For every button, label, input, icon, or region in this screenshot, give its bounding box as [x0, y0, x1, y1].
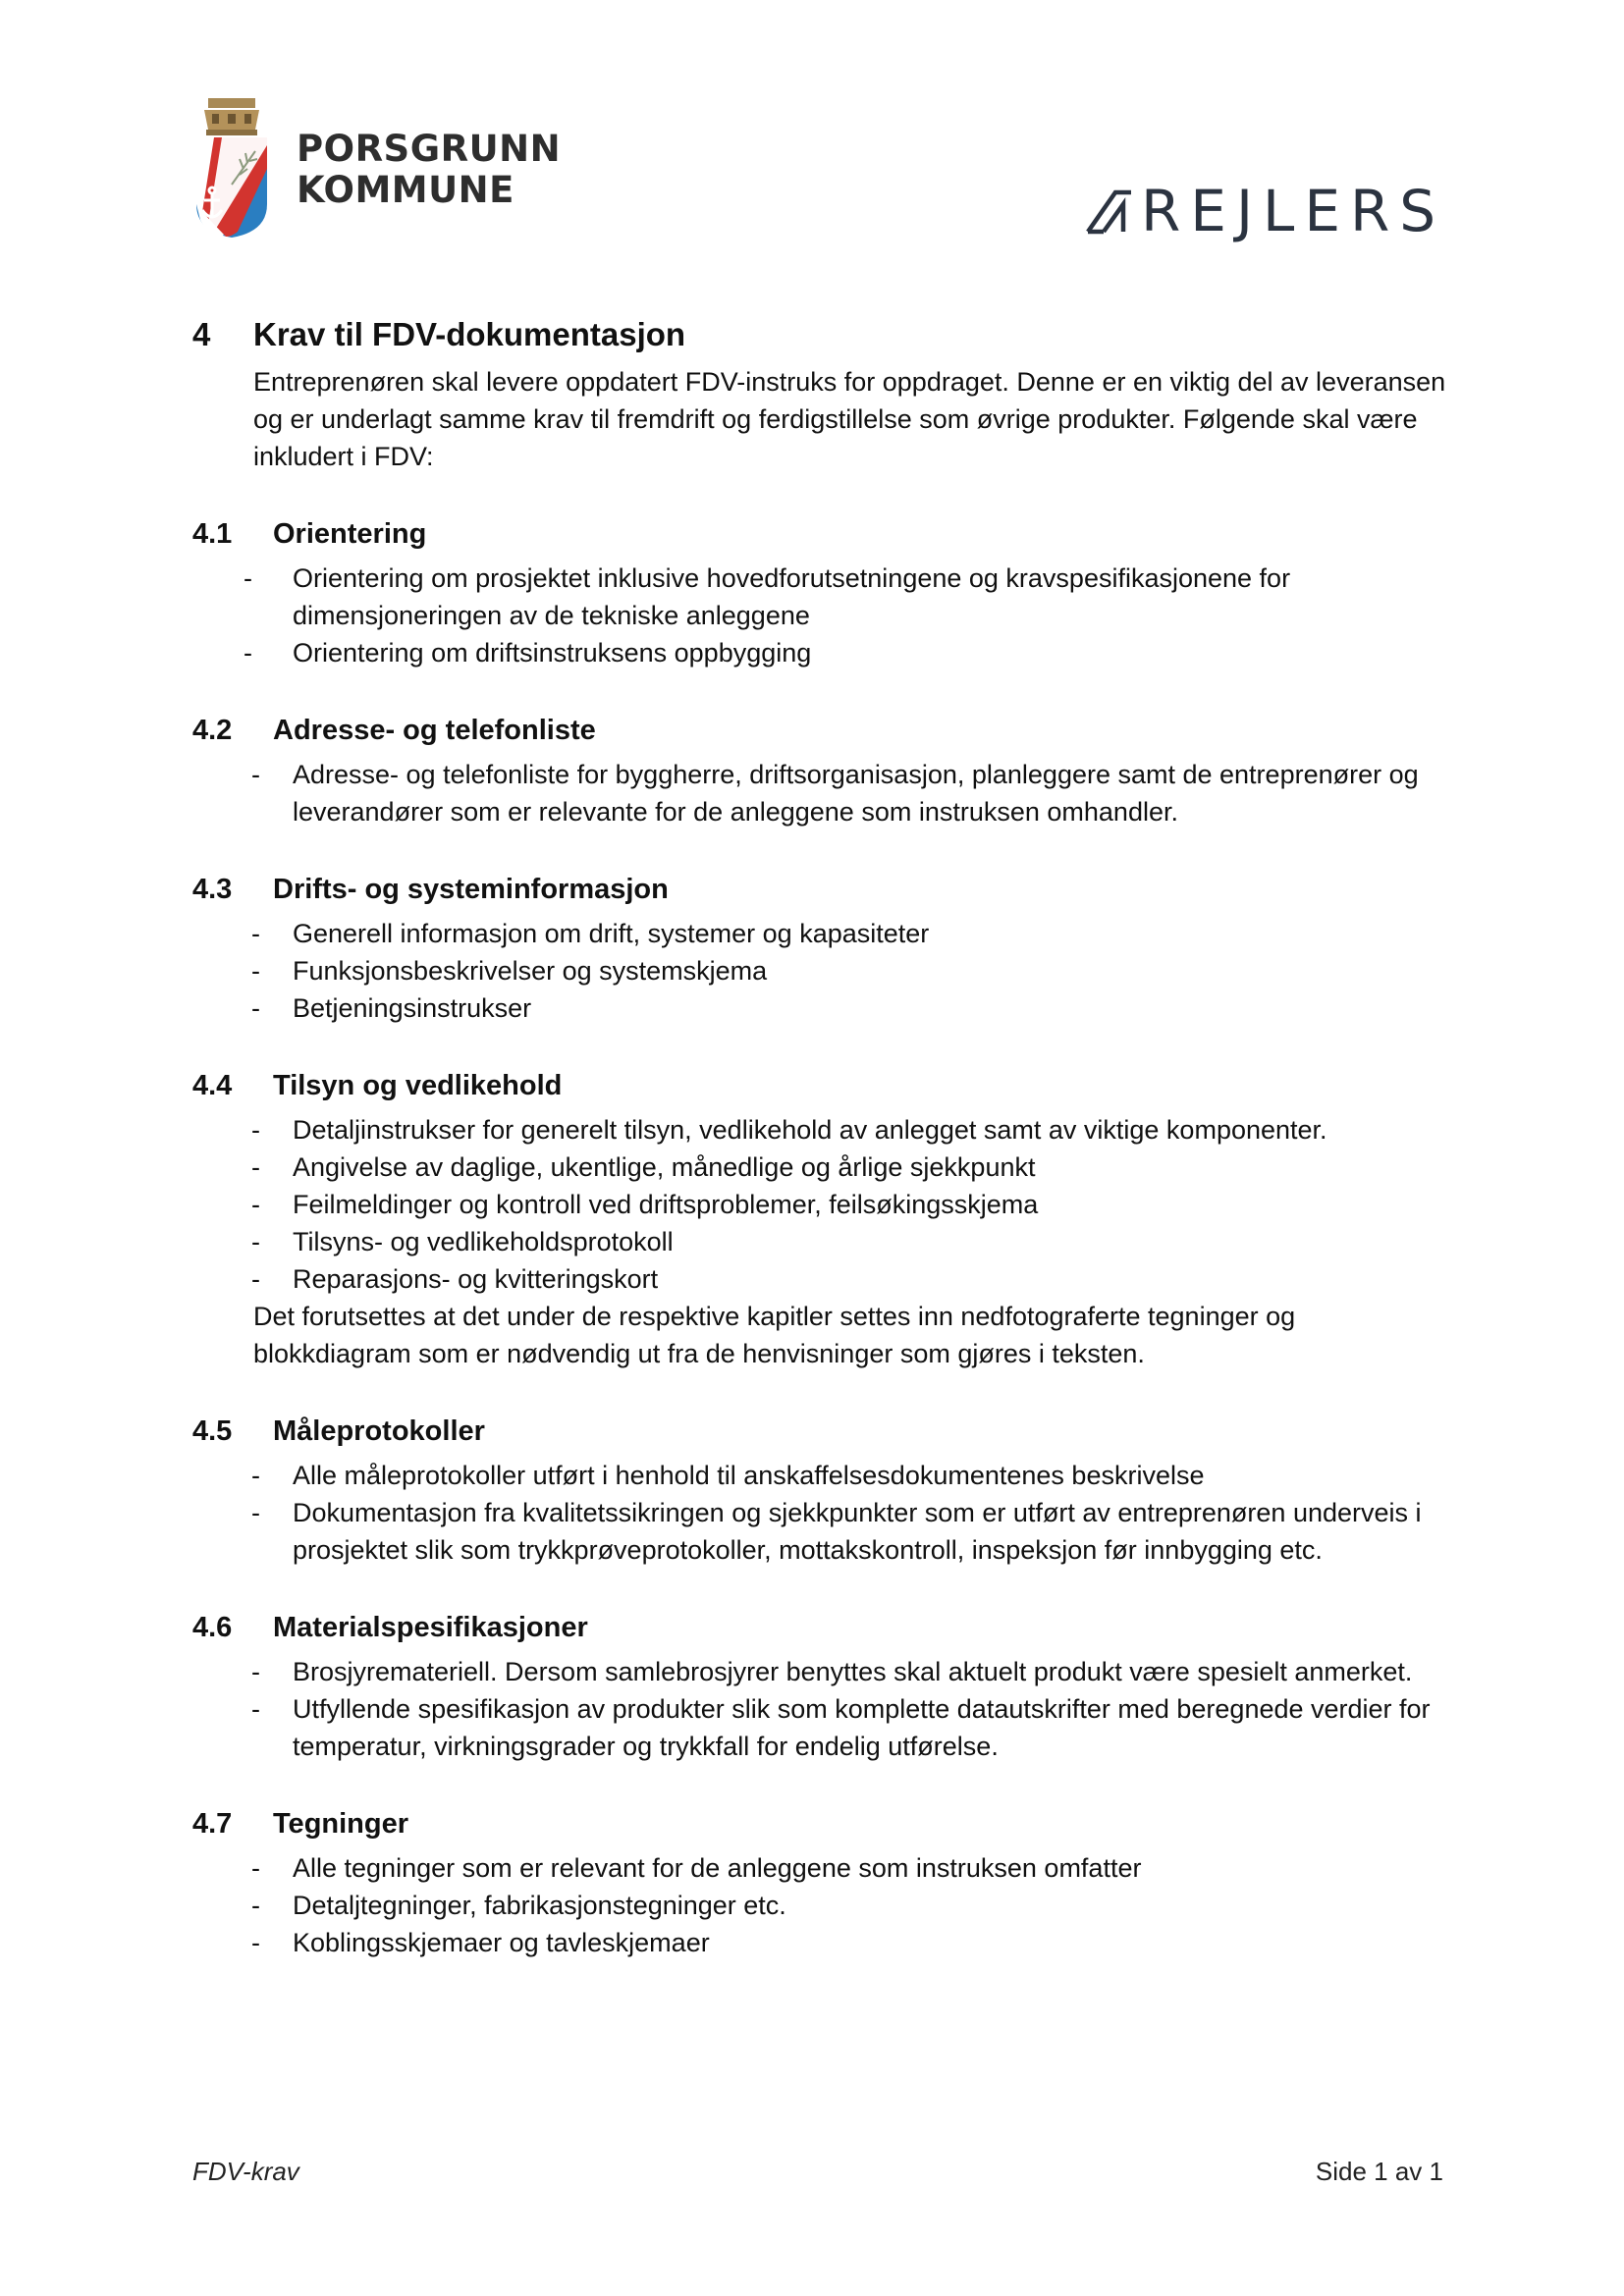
section-title: Orientering	[273, 518, 427, 550]
section-list-4-2	[192, 756, 1449, 830]
list-item-text: Alle tegninger som er relevant for de anleggene som instruksen omfatter	[293, 1853, 1142, 1883]
dash-bullet: -	[251, 1190, 260, 1219]
list-item-text: Detaljtegninger, fabrikasjonstegninger etc.	[293, 1891, 786, 1920]
section-number: 4.4	[192, 1070, 233, 1101]
list-item	[192, 1653, 1449, 1690]
list-item	[192, 1887, 1449, 1924]
section-heading-4-1	[192, 514, 1449, 554]
list-item-text: Detaljinstrukser for generelt tilsyn, vedlikehold av anlegget samt av viktige komponenter.	[293, 1115, 1327, 1145]
list-item-text: Koblingsskjemaer og tavleskjemaer	[293, 1928, 710, 1957]
section-heading-4-3	[192, 870, 1449, 909]
section-list-4-5	[192, 1457, 1449, 1569]
kommune-name	[297, 129, 561, 211]
section-title: Adresse- og telefonliste	[273, 715, 596, 746]
list-item	[192, 1690, 1449, 1765]
section-title: Drifts- og systeminformasjon	[273, 874, 669, 905]
list-item-text: Reparasjons- og kvitteringskort	[293, 1264, 659, 1294]
section-number: 4.3	[192, 874, 233, 905]
kommune-name-line1: PORSGRUNN	[297, 128, 562, 170]
list-item	[192, 560, 1449, 634]
list-item-text: Generell informasjon om drift, systemer og kapasiteter	[293, 919, 930, 948]
dash-bullet: -	[251, 1928, 260, 1957]
dash-bullet: -	[251, 1498, 260, 1527]
list-item-text: Alle måleprotokoller utført i henhold til anskaffelsesdokumentenes beskrivelse	[293, 1461, 1205, 1490]
section-heading-4-6	[192, 1608, 1449, 1647]
section-number: 4.7	[192, 1808, 233, 1840]
section-heading-4-2	[192, 711, 1449, 750]
section-4-4-paragraph: Det forutsettes at det under de respektive kapitler settes inn nedfotograferte tegninger og blokkdiagram som er nødvendig ut fra de henvisninger som gjøres i teksten.	[253, 1302, 1296, 1368]
porsgrunn-kommune-logo	[192, 94, 561, 240]
dash-bullet: -	[251, 1227, 260, 1256]
section-heading-4-4	[192, 1066, 1449, 1105]
list-item	[192, 952, 1449, 989]
list-item	[192, 915, 1449, 952]
dash-bullet: -	[251, 760, 260, 789]
list-item	[192, 1111, 1449, 1148]
document-body	[192, 312, 1449, 1961]
dash-bullet: -	[251, 1657, 260, 1686]
list-item-text: Angivelse av daglige, ukentlige, månedlige og årlige sjekkpunkt	[293, 1152, 1036, 1182]
dash-bullet: -	[251, 1461, 260, 1490]
list-item-text: Orientering om driftsinstruksens oppbygging	[293, 638, 812, 667]
list-item-text: Utfyllende spesifikasjon av produkter slik som komplette datautskrifter med beregnede verdier for temperatur, virkningsgrader og trykkfall for endelig utførelse.	[293, 1694, 1431, 1761]
dash-bullet: -	[251, 1694, 260, 1724]
list-item	[192, 756, 1449, 830]
list-item	[192, 1457, 1449, 1494]
footer-page-number: Side 1 av 1	[1315, 2157, 1443, 2186]
dash-bullet: -	[251, 1115, 260, 1145]
list-item	[192, 1494, 1449, 1569]
list-item	[192, 1849, 1449, 1887]
rejlers-wordmark: REJLERS	[1141, 178, 1446, 244]
section-number: 4.6	[192, 1612, 233, 1643]
section-title: Tegninger	[273, 1808, 409, 1840]
list-item	[192, 989, 1449, 1027]
list-item	[192, 1260, 1449, 1298]
kommune-name-line2: KOMMUNE	[297, 169, 514, 211]
dash-bullet: -	[251, 1264, 260, 1294]
list-item-text: Orientering om prosjektet inklusive hovedforutsetningene og kravspesifikasjonene for dimensjoneringen av de tekniske anleggene	[293, 563, 1291, 630]
rejlers-mark-icon	[1084, 187, 1135, 236]
section-heading-4-5	[192, 1412, 1449, 1451]
section-list-4-4	[192, 1111, 1449, 1298]
section-list-4-3	[192, 915, 1449, 1027]
section-list-4-1	[192, 560, 1449, 671]
dash-bullet: -	[251, 1853, 260, 1883]
dash-bullet: -	[251, 993, 260, 1023]
section-number: 4.2	[192, 715, 233, 746]
list-item-text: Brosjyremateriell. Dersom samlebrosjyrer benyttes skal aktuelt produkt være spesielt anmerket.	[293, 1657, 1413, 1686]
section-heading-4-7	[192, 1804, 1449, 1843]
dash-bullet: -	[244, 638, 252, 667]
dash-bullet: -	[251, 1152, 260, 1182]
dash-bullet: -	[251, 1891, 260, 1920]
dash-bullet: -	[251, 919, 260, 948]
section-number: 4.1	[192, 518, 233, 550]
dash-bullet: -	[244, 563, 252, 593]
list-item	[192, 1186, 1449, 1223]
list-item-text: Funksjonsbeskrivelser og systemskjema	[293, 956, 768, 986]
chapter-title: Krav til FDV-dokumentasjon	[253, 316, 686, 352]
footer-document-name: FDV-krav	[192, 2157, 299, 2186]
list-item-text: Tilsyns- og vedlikeholdsprotokoll	[293, 1227, 674, 1256]
list-item-text: Feilmeldinger og kontroll ved driftsproblemer, feilsøkingsskjema	[293, 1190, 1039, 1219]
dash-bullet: -	[251, 956, 260, 986]
section-number: 4.5	[192, 1415, 233, 1447]
section-title: Tilsyn og vedlikehold	[273, 1070, 563, 1101]
chapter-heading	[192, 312, 1449, 357]
list-item-text: Dokumentasjon fra kvalitetssikringen og sjekkpunkter som er utført av entreprenøren underveis i prosjektet slik som trykkprøveprotokoller, mottakskontroll, inspeksjon før innbygging etc.	[293, 1498, 1422, 1565]
section-list-4-7	[192, 1849, 1449, 1961]
list-item	[192, 634, 1449, 671]
chapter-number: 4	[192, 316, 211, 352]
list-item	[192, 1223, 1449, 1260]
section-list-4-6	[192, 1653, 1449, 1765]
coat-of-arms-icon	[192, 94, 271, 240]
chapter-intro: Entreprenøren skal levere oppdatert FDV-instruks for oppdraget. Denne er en viktig del av leveransen og er underlagt samme krav til fremdrift og ferdigstillelse som øvrige produkter. Følgende skal være inkludert i FDV:	[253, 367, 1446, 471]
list-item-text: Adresse- og telefonliste for byggherre, driftsorganisasjon, planleggere samt de entreprenører og leverandører som er relevante for de anleggene som instruksen omhandler.	[293, 760, 1419, 827]
list-item	[192, 1148, 1449, 1186]
list-item	[192, 1924, 1449, 1961]
list-item-text: Betjeningsinstrukser	[293, 993, 532, 1023]
section-title: Materialspesifikasjoner	[273, 1612, 588, 1643]
section-title: Måleprotokoller	[273, 1415, 485, 1447]
rejlers-logo	[1084, 178, 1446, 244]
